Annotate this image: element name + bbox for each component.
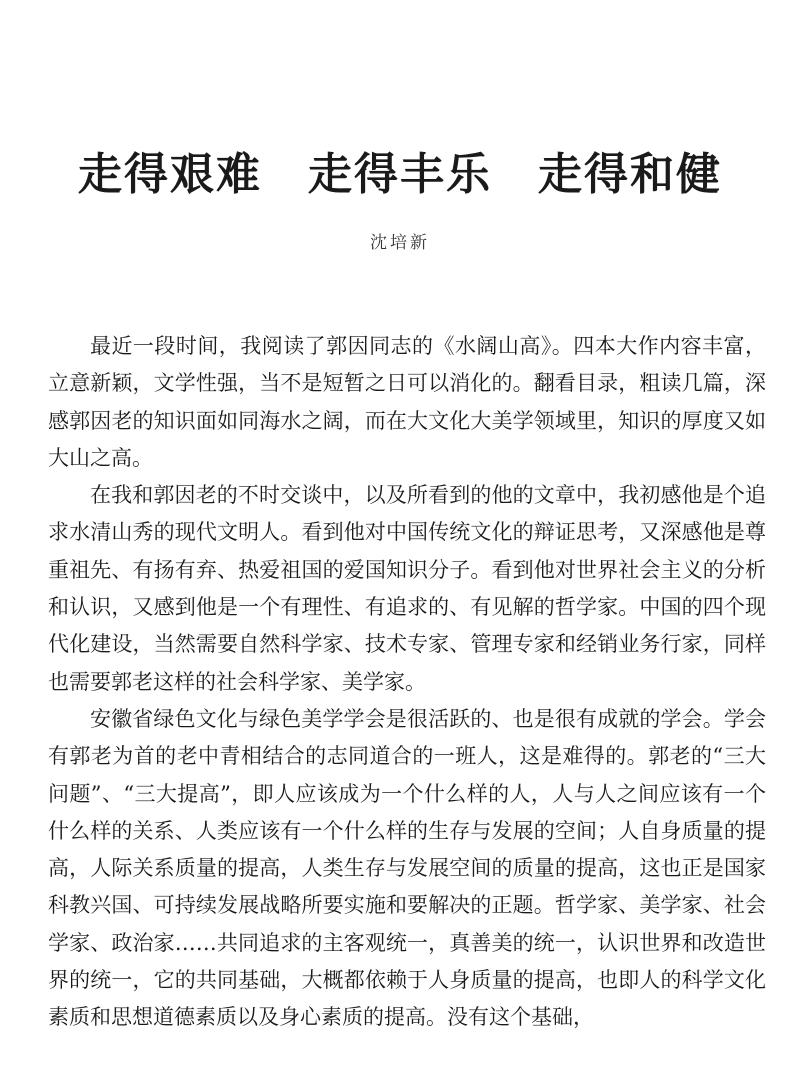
article-author: 沈培新 (370, 233, 430, 253)
article-body (48, 328, 766, 1037)
paragraph: 最近一段时间，我阅读了郭因同志的《水阔山高》。四本大作内容丰富，立意新颖，文学性强，当不是短暂之日可以消化的。翻看目录，粗读几篇，深感郭因老的知识面如同海水之阔，而在大文化大美学领域里，知识的厚度又如大山之高。 (48, 334, 766, 470)
article-title: 走得艰难 走得丰乐 走得和健 (78, 149, 722, 200)
paragraph: 在我和郭因老的不时交谈中，以及所看到的他的文章中，我初感他是个追求水清山秀的现代文明人。看到他对中国传统文化的辩证思考，又深感他是尊重祖先、有扬有弃、热爱祖国的爱国知识分子。看到他对世界社会主义的分析和认识，又感到他是一个有理性、有追求的、有见解的哲学家。中国的四个现代化建设，当然需要自然科学家、技术专家、管理专家和经销业务行家，同样也需要郭老这样的社会科学家、美学家。 (48, 483, 766, 694)
paragraph: 安徽省绿色文化与绿色美学学会是很活跃的、也是很有成就的学会。学会有郭老为首的老中青相结合的志同道合的一班人，这是难得的。郭老的“三大问题”、“三大提高”，即人应该成为一个什么样的人，人与人之间应该有一个什么样的关系、人类应该有一个什么样的生存与发展的空间；人自身质量的提高，人际关系质量的提高，人类生存与发展空间的质量的提高，这也正是国家科教兴国、可持续发展战略所要实施和要解决的正题。哲学家、美学家、社会学家、政治家……共同追求的主客观统一，真善美的统一，认识世界和改造世界的统一，它的共同基础，大概都依赖于人身质量的提高，也即人的科学文化素质和思想道德素质以及身心素质的提高。没有这个基础， (48, 706, 766, 1030)
